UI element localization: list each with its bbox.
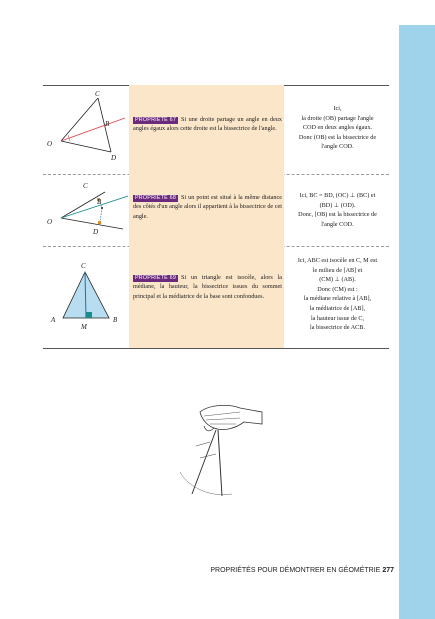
example-69 (286, 246, 389, 348)
property-box-67 (129, 85, 284, 174)
note-line: l'angle COD. (321, 143, 354, 151)
label-a: A (51, 316, 56, 324)
label-o: O (47, 218, 53, 226)
label-b: B (113, 316, 118, 324)
note-line: Donc (OB) est la bissectrice de (298, 133, 377, 141)
note-line: Donc (CM) est : (317, 285, 358, 293)
note-line: Donc, [OB) est la bissectrice de (298, 211, 377, 219)
note-line: la médiane relative à [AB], (303, 295, 372, 303)
note-line: Ici, BC = BD, (OC) ⊥ (BC) et (299, 192, 376, 199)
label-o: O (47, 140, 53, 148)
note-line: (CM) ⊥ (AB). (319, 276, 356, 284)
property-tag-69: PROPRIÉTÉ 69 (135, 275, 177, 281)
label-b: B (105, 120, 110, 128)
figure-68 (43, 174, 129, 246)
property-box-68 (129, 174, 284, 246)
table-bottom-rule (43, 348, 389, 349)
property-row-69 (43, 246, 389, 348)
figure-69 (43, 246, 129, 348)
figure-67 (43, 85, 129, 174)
property-box-69 (129, 246, 284, 348)
label-c: C (95, 90, 100, 98)
property-text-68: Si un point est situé à la même distance des côtés d'un angle alors il appartient à la bissectrice de cet angle. (133, 194, 282, 220)
label-d: D (111, 154, 117, 162)
example-67 (286, 85, 389, 174)
compass-hand-illustration-icon (170, 402, 266, 502)
property-tag-67: PROPRIÉTÉ 67 (135, 117, 177, 123)
note-line: l'angle COD. (321, 220, 354, 228)
note-line: Ici, (333, 105, 342, 112)
note-line: la médiatrice de [AB], (309, 304, 366, 312)
page-number: 277 (382, 567, 394, 574)
label-d: D (93, 228, 99, 236)
label-c: C (83, 182, 88, 190)
label-b: B (97, 198, 102, 206)
page-footer (170, 566, 394, 575)
label-c: C (81, 262, 86, 270)
note-line: la bissectrice de ACB. (310, 324, 365, 332)
footer-title: PROPRIÉTÉS POUR DÉMONTRER EN GÉOMÉTRIE (210, 567, 381, 574)
property-row-67 (43, 85, 389, 174)
label-m: M (81, 323, 87, 331)
note-line: le milieu de [AB] et (312, 266, 363, 274)
property-text-67: Si une droite partage un angle en deux angles égaux alors cette droite est la bissectrice de l'angle. (133, 116, 282, 133)
note-line: COD en deux angles égaux. (302, 124, 373, 132)
property-tag-68: PROPRIÉTÉ 68 (135, 195, 177, 201)
properties-table (43, 85, 389, 348)
example-68 (286, 174, 389, 246)
note-line: (BD) ⊥ (OD). (319, 201, 356, 209)
property-text-69: Si un triangle est isocèle, alors la médiane, la hauteur, la bissectrice issues du sommet principal et la médiatrice de la base sont confondues. (133, 274, 282, 300)
note-line: la hauteur issue de C, (310, 314, 365, 322)
side-band (399, 25, 435, 619)
note-line: Ici, ABC est isocèle en C, M est (297, 257, 378, 264)
note-line: la droite (OB) partage l'angle (301, 114, 374, 122)
property-row-68 (43, 174, 389, 246)
